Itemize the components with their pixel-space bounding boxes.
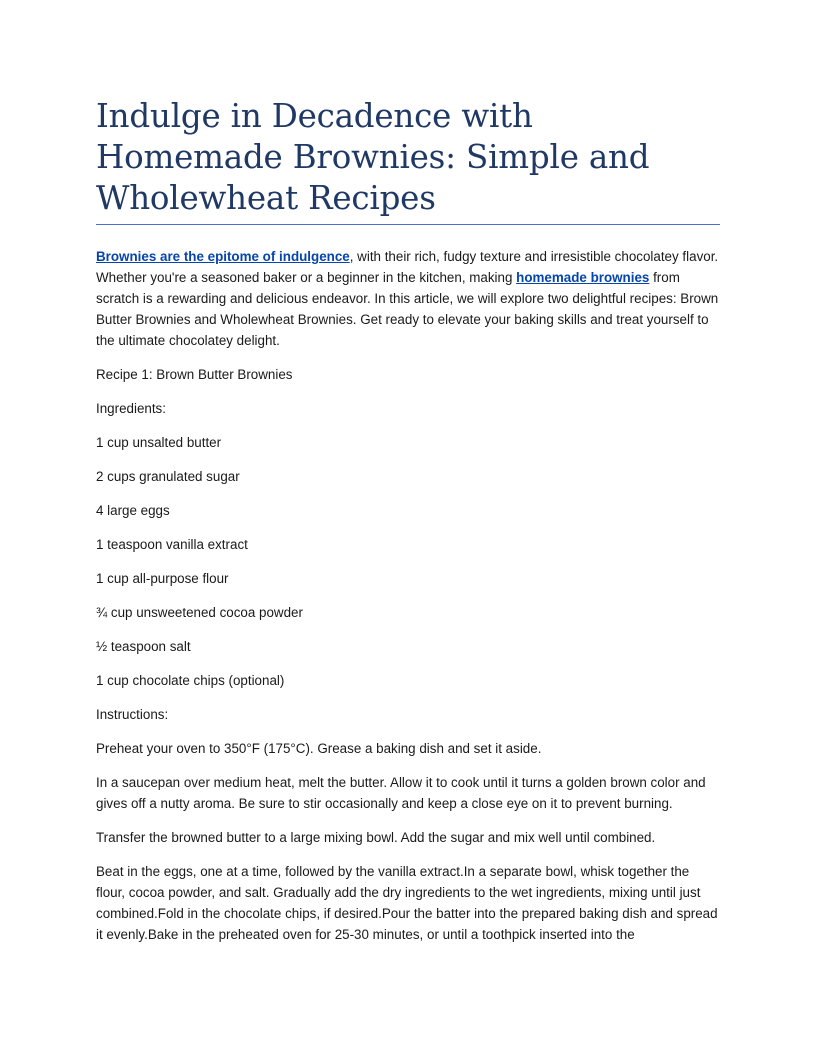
intro-paragraph bbox=[96, 246, 720, 351]
instructions-heading: Instructions: bbox=[96, 707, 169, 722]
document-page bbox=[96, 96, 720, 958]
article-body bbox=[96, 246, 720, 945]
instruction-step: Preheat your oven to 350°F (175°C). Grease a baking dish and set it aside. bbox=[96, 741, 542, 756]
ingredients-heading: Ingredients: bbox=[96, 401, 166, 416]
page-title: Indulge in Decadence with Homemade Brownies: Simple and Wholewheat Recipes bbox=[96, 96, 720, 225]
ingredient-item: ½ teaspoon salt bbox=[96, 639, 191, 654]
instruction-step: Beat in the eggs, one at a time, followed by the vanilla extract.In a separate bowl, whisk together the flour, cocoa powder, and salt. Gradually add the dry ingredients to the wet ingredients, mixing until just combined.Fold in the chocolate chips, if desired.Pour the batter into the prepared baking dish and spread it evenly.Bake in the preheated oven for 25-30 minutes, or until a toothpick inserted into the bbox=[96, 864, 718, 942]
ingredient-item: ¾ cup unsweetened cocoa powder bbox=[96, 605, 303, 620]
ingredient-item: 1 cup unsalted butter bbox=[96, 435, 222, 450]
ingredient-item: 2 cups granulated sugar bbox=[96, 469, 240, 484]
indulgence-link[interactable]: Brownies are the epitome of indulgence bbox=[96, 249, 350, 264]
recipe-heading: Recipe 1: Brown Butter Brownies bbox=[96, 367, 293, 382]
instruction-step: In a saucepan over medium heat, melt the butter. Allow it to cook until it turns a golden brown color and gives off a nutty aroma. Be sure to stir occasionally and keep a close eye on it to prevent burning. bbox=[96, 775, 706, 811]
ingredient-item: 1 cup chocolate chips (optional) bbox=[96, 673, 285, 688]
ingredient-item: 1 teaspoon vanilla extract bbox=[96, 537, 248, 552]
ingredient-item: 1 cup all-purpose flour bbox=[96, 571, 229, 586]
intro-text-2: from scratch is a rewarding and delicious endeavor. In this article, we will explore two delightful recipes: Brown Butter Brownies and Wholewheat Brownies. Get ready to elevate your baking skills and treat yourself to the ultimate chocolatey delight. bbox=[96, 270, 719, 348]
homemade-brownies-link[interactable]: homemade brownies bbox=[516, 270, 650, 285]
instruction-step: Transfer the browned butter to a large mixing bowl. Add the sugar and mix well until combined. bbox=[96, 830, 656, 845]
intro-text-1: , with their rich, fudgy texture and irresistible chocolatey flavor. Whether you're a seasoned baker or a beginner in the kitchen, making bbox=[96, 249, 719, 285]
ingredient-item: 4 large eggs bbox=[96, 503, 170, 518]
